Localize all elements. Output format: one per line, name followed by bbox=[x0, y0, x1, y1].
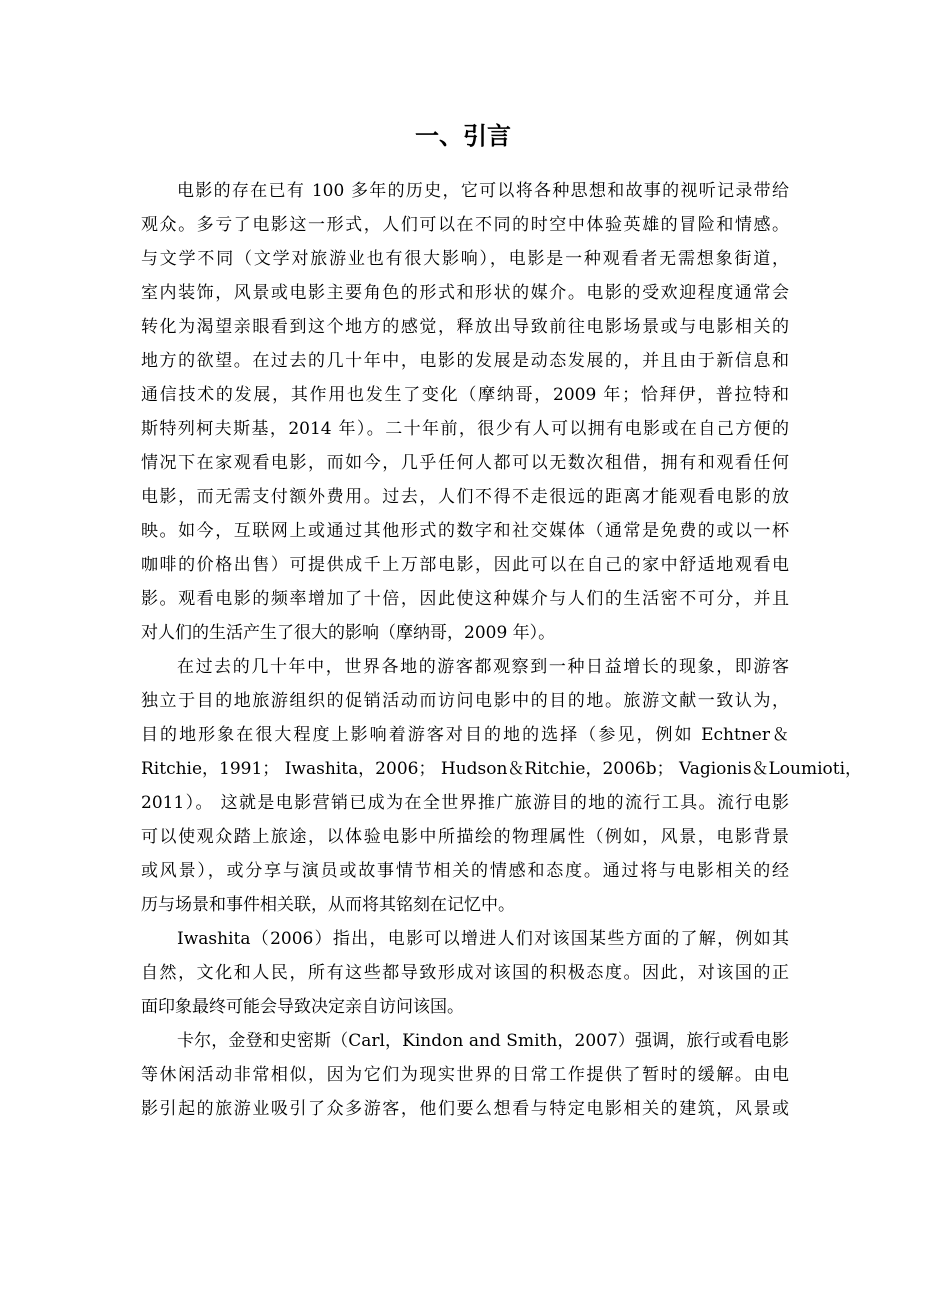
paragraph-line: 自然，文化和人民，所有这些都导致形成对该国的积极态度。因此，对该国的正 bbox=[141, 963, 789, 983]
section-title: 一、引言 bbox=[415, 122, 511, 150]
paragraph-line: 通信技术的发展，其作用也发生了变化（摩纳哥，2009 年；恰拜伊，普拉特和 bbox=[141, 385, 789, 405]
paragraph-line: Ritchie，1991； Iwashita，2006； Hudson＆Ritchie，2006b； Vagionis＆Loumioti， bbox=[141, 759, 863, 779]
paragraph-line: 情况下在家观看电影，而如今，几乎任何人都可以无数次租借，拥有和观看任何 bbox=[141, 453, 789, 473]
paragraph-line: 2011）。 这就是电影营销已成为在全世界推广旅游目的地的流行工具。流行电影 bbox=[141, 793, 789, 813]
paragraph-line: 影。观看电影的频率增加了十倍，因此使这种媒介与人们的生活密不可分，并且 bbox=[141, 589, 789, 609]
paragraph-line: 咖啡的价格出售）可提供成千上万部电影，因此可以在自己的家中舒适地观看电 bbox=[141, 555, 789, 575]
paragraph bbox=[141, 650, 863, 922]
paragraph-line: 面印象最终可能会导致决定亲自访问该国。 bbox=[141, 997, 464, 1017]
paragraph-line: 目的地形象在很大程度上影响着游客对目的地的选择（参见，例如 Echtner＆ bbox=[141, 725, 789, 745]
body-text bbox=[141, 174, 863, 1126]
paragraph-line: 斯特列柯夫斯基，2014 年）。二十年前，很少有人可以拥有电影或在自己方便的 bbox=[141, 419, 789, 439]
paragraph-line: 或风景），或分享与演员或故事情节相关的情感和态度。通过将与电影相关的经 bbox=[141, 861, 789, 881]
paragraph-line: 室内装饰，风景或电影主要角色的形式和形状的媒介。电影的受欢迎程度通常会 bbox=[141, 283, 789, 303]
paragraph-line: 转化为渴望亲眼看到这个地方的感觉，释放出导致前往电影场景或与电影相关的 bbox=[141, 317, 789, 337]
paragraph-line: 历与场景和事件相关联，从而将其铭刻在记忆中。 bbox=[141, 895, 515, 915]
paragraph bbox=[141, 174, 789, 650]
paragraph-line: 在过去的几十年中，世界各地的游客都观察到一种日益增长的现象，即游客 bbox=[177, 657, 789, 677]
paragraph-line: 电影的存在已有 100 多年的历史，它可以将各种思想和故事的视听记录带给 bbox=[177, 181, 789, 201]
paragraph-line: 电影，而无需支付额外费用。过去，人们不得不走很远的距离才能观看电影的放 bbox=[141, 487, 789, 507]
paragraph-line: 观众。多亏了电影这一形式，人们可以在不同的时空中体验英雄的冒险和情感。 bbox=[141, 215, 789, 235]
paragraph-line: 与文学不同（文学对旅游业也有很大影响），电影是一种观看者无需想象街道， bbox=[141, 249, 789, 269]
paragraph-line: 地方的欲望。在过去的几十年中，电影的发展是动态发展的，并且由于新信息和 bbox=[141, 351, 789, 371]
paragraph-line: 卡尔，金登和史密斯（Carl，Kindon and Smith，2007）强调，旅行或看电影 bbox=[177, 1031, 789, 1051]
paragraph bbox=[141, 922, 789, 1024]
paragraph bbox=[141, 1024, 789, 1126]
paragraph-line: 对人们的生活产生了很大的影响（摩纳哥，2009 年）。 bbox=[141, 623, 556, 643]
paragraph-line: 独立于目的地旅游组织的促销活动而访问电影中的目的地。旅游文献一致认为， bbox=[141, 691, 789, 711]
paragraph-line: Iwashita（2006）指出，电影可以增进人们对该国某些方面的了解，例如其 bbox=[177, 929, 789, 949]
paragraph-line: 映。如今，互联网上或通过其他形式的数字和社交媒体（通常是免费的或以一杯 bbox=[141, 521, 789, 541]
paragraph-line: 等休闲活动非常相似，因为它们为现实世界的日常工作提供了暂时的缓解。由电 bbox=[141, 1065, 789, 1085]
paragraph-line: 影引起的旅游业吸引了众多游客，他们要么想看与特定电影相关的建筑，风景或 bbox=[141, 1099, 789, 1119]
paragraph-line: 可以使观众踏上旅途，以体验电影中所描绘的物理属性（例如，风景，电影背景 bbox=[141, 827, 789, 847]
